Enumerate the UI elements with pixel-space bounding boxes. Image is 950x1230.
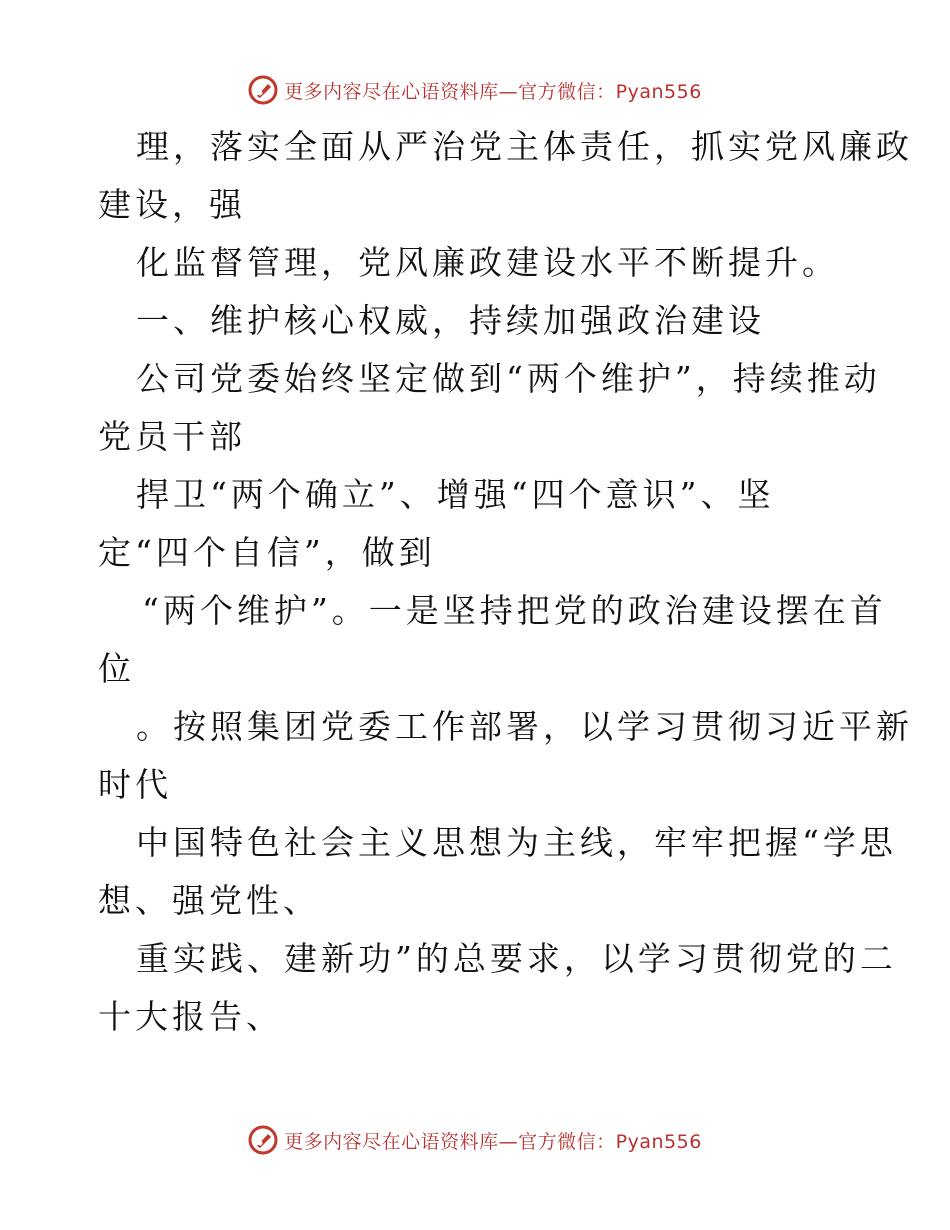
body-line: 化监督管理，党风廉政建设水平不断提升。	[136, 243, 839, 282]
body-line: 捍卫“两个确立”、增强“四个意识”、坚	[136, 475, 775, 514]
body-line: 公司党委始终坚定做到“两个维护”，持续推动	[136, 359, 881, 398]
body-line: 理，落实全面从严治党主体责任，抓实党风廉政	[136, 127, 913, 166]
body-line: 党员干部	[98, 417, 246, 456]
pen-nib-logo-icon	[248, 1125, 278, 1155]
body-line: 重实践、建新功”的总要求，以学习贯彻党的二	[136, 939, 897, 978]
body-line: 定“四个自信”，做到	[98, 533, 436, 572]
section-heading: 一、维护核心权威，持续加强政治建设	[136, 301, 765, 340]
document-body	[98, 118, 913, 1046]
body-line: 十大报告、	[98, 997, 283, 1036]
body-line: 建设，强	[98, 185, 246, 224]
body-line: 中国特色社会主义思想为主线，牢牢把握“学思	[136, 823, 897, 862]
body-line: 想、强党性、	[98, 881, 320, 920]
body-line: 位	[98, 649, 135, 688]
pen-nib-logo-icon	[248, 75, 278, 105]
header-watermark-text: 更多内容尽在心语资料库—官方微信：Pyan556	[284, 80, 702, 103]
body-line: 时代	[98, 765, 172, 804]
footer-watermark-banner	[0, 1120, 950, 1160]
footer-watermark-text: 更多内容尽在心语资料库—官方微信：Pyan556	[284, 1130, 702, 1153]
body-line: 。按照集团党委工作部署，以学习贯彻习近平新	[136, 707, 913, 746]
body-line: “两个维护”。一是坚持把党的政治建设摆在首	[142, 591, 887, 630]
header-watermark-banner	[0, 70, 950, 110]
